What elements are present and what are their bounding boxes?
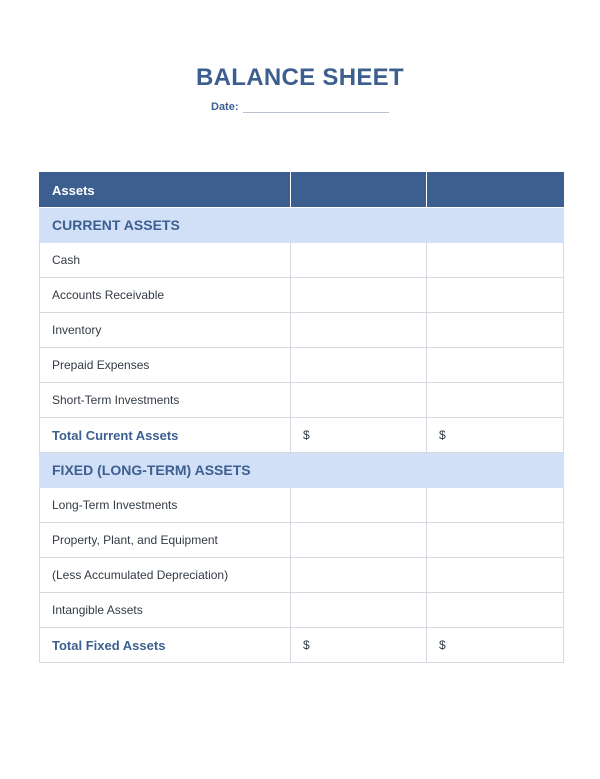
- table-row: [40, 523, 564, 558]
- header-cell-2: [291, 173, 427, 208]
- row-label-prepaid-expenses: Prepaid Expenses: [40, 348, 291, 383]
- value-cell[interactable]: [427, 593, 564, 628]
- value-cell[interactable]: [427, 488, 564, 523]
- section-title-current-assets: CURRENT ASSETS: [40, 208, 564, 243]
- value-cell[interactable]: [427, 558, 564, 593]
- date-field[interactable]: [243, 102, 389, 113]
- date-label: Date:: [211, 101, 239, 113]
- section-row-fixed-assets: [40, 453, 564, 488]
- value-cell[interactable]: [291, 523, 427, 558]
- total-row-current-assets: [40, 418, 564, 453]
- value-cell[interactable]: [291, 558, 427, 593]
- total-value-cell[interactable]: $: [291, 628, 427, 663]
- value-cell[interactable]: [427, 243, 564, 278]
- value-cell[interactable]: [427, 278, 564, 313]
- table-row: [40, 278, 564, 313]
- value-cell[interactable]: [291, 488, 427, 523]
- row-label-cash: Cash: [40, 243, 291, 278]
- table-row: [40, 243, 564, 278]
- value-cell[interactable]: [291, 383, 427, 418]
- total-value-cell[interactable]: $: [291, 418, 427, 453]
- row-label-inventory: Inventory: [40, 313, 291, 348]
- value-cell[interactable]: [427, 523, 564, 558]
- section-row-current-assets: [40, 208, 564, 243]
- value-cell[interactable]: [427, 313, 564, 348]
- header-cell-3: [427, 173, 564, 208]
- date-row: [211, 101, 389, 113]
- total-value-cell[interactable]: $: [427, 418, 564, 453]
- page-title: BALANCE SHEET: [196, 64, 404, 91]
- value-cell[interactable]: [427, 383, 564, 418]
- row-label-accumulated-depreciation: (Less Accumulated Depreciation): [40, 558, 291, 593]
- row-label-property-plant-equipment: Property, Plant, and Equipment: [40, 523, 291, 558]
- table-row: [40, 558, 564, 593]
- value-cell[interactable]: [291, 243, 427, 278]
- value-cell[interactable]: [427, 348, 564, 383]
- table-row: [40, 488, 564, 523]
- total-row-fixed-assets: [40, 628, 564, 663]
- value-cell[interactable]: [291, 313, 427, 348]
- row-label-accounts-receivable: Accounts Receivable: [40, 278, 291, 313]
- table-row: [40, 383, 564, 418]
- total-label-current-assets: Total Current Assets: [40, 418, 291, 453]
- header-cell-assets: Assets: [40, 173, 291, 208]
- total-value-cell[interactable]: $: [427, 628, 564, 663]
- total-label-fixed-assets: Total Fixed Assets: [40, 628, 291, 663]
- row-label-intangible-assets: Intangible Assets: [40, 593, 291, 628]
- value-cell[interactable]: [291, 348, 427, 383]
- table-header-row: [40, 173, 564, 208]
- table-row: [40, 313, 564, 348]
- value-cell[interactable]: [291, 278, 427, 313]
- row-label-long-term-investments: Long-Term Investments: [40, 488, 291, 523]
- table-row: [40, 348, 564, 383]
- row-label-short-term-investments: Short-Term Investments: [40, 383, 291, 418]
- balance-sheet-table: [39, 172, 564, 663]
- section-title-fixed-assets: FIXED (LONG-TERM) ASSETS: [40, 453, 564, 488]
- table-row: [40, 593, 564, 628]
- value-cell[interactable]: [291, 593, 427, 628]
